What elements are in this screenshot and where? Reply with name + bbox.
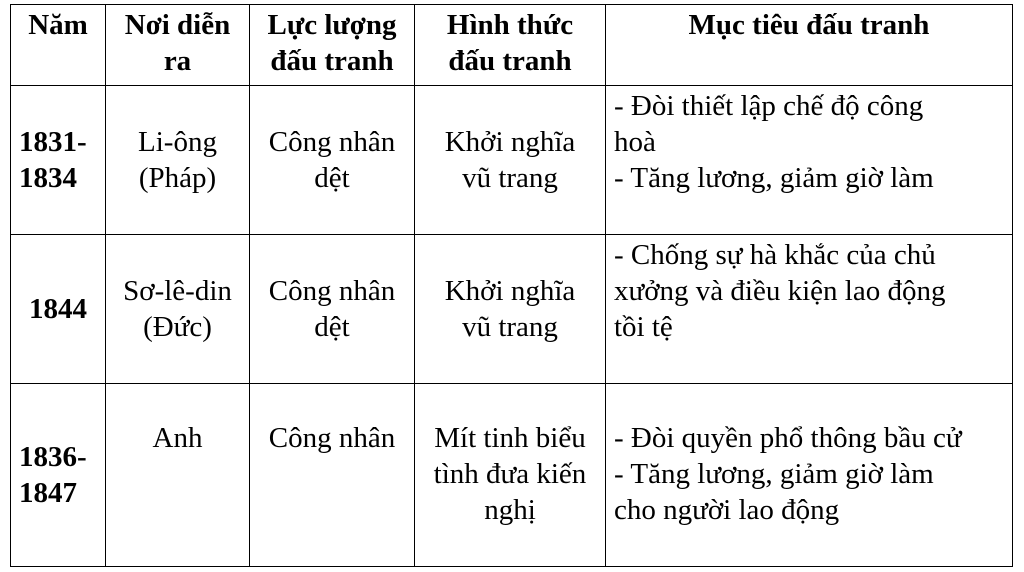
cell-force-line-1: Công nhân bbox=[268, 422, 396, 454]
cell-place-line-1: Sơ-lê-din bbox=[123, 275, 232, 307]
cell-place-line-1: Li-ông bbox=[138, 126, 217, 158]
cell-place-line-2: (Pháp) bbox=[138, 162, 217, 194]
cell-goal bbox=[606, 86, 1013, 235]
header-year-line-1: Năm bbox=[28, 9, 88, 41]
cell-place bbox=[106, 86, 250, 235]
workers-struggle-table bbox=[10, 4, 1013, 567]
cell-goal-line-3: cho người lao động bbox=[614, 494, 840, 526]
cell-year-line-1: 1836- bbox=[19, 441, 87, 473]
cell-place bbox=[106, 384, 250, 567]
cell-force-line-1: Công nhân bbox=[268, 275, 396, 307]
cell-place-line-2: (Đức) bbox=[143, 311, 212, 343]
cell-force bbox=[250, 86, 415, 235]
table-row bbox=[11, 235, 1013, 384]
cell-year-line-1: 1831- bbox=[19, 126, 87, 158]
cell-goal-line-3: - Tăng lương, giảm giờ làm bbox=[614, 162, 934, 194]
cell-place bbox=[106, 235, 250, 384]
header-form-line-2: đấu tranh bbox=[448, 45, 572, 77]
cell-year-line-2: 1847 bbox=[19, 477, 77, 509]
cell-form-line-1: Khởi nghĩa bbox=[444, 275, 576, 307]
header-force-line-1: Lực lượng bbox=[267, 9, 397, 41]
header-force bbox=[250, 5, 415, 86]
cell-form-line-2: tình đưa kiến bbox=[433, 458, 587, 490]
cell-form-line-1: Khởi nghĩa bbox=[444, 126, 576, 158]
header-year bbox=[11, 5, 106, 86]
table-row bbox=[11, 384, 1013, 567]
table-header-row bbox=[11, 5, 1013, 86]
table-row bbox=[11, 86, 1013, 235]
cell-goal-line-1: - Đòi thiết lập chế độ công bbox=[614, 90, 924, 122]
cell-goal-line-2: - Tăng lương, giảm giờ làm bbox=[614, 458, 934, 490]
header-place bbox=[106, 5, 250, 86]
cell-form bbox=[415, 384, 606, 567]
header-place-line-1: Nơi diễn bbox=[124, 9, 231, 41]
cell-form-line-1: Mít tinh biểu bbox=[434, 422, 586, 454]
header-goal-line-1: Mục tiêu đấu tranh bbox=[688, 9, 930, 41]
struggle-table-container bbox=[10, 4, 1012, 567]
cell-form-line-2: vũ trang bbox=[462, 162, 558, 194]
cell-goal-line-1: - Chống sự hà khắc của chủ bbox=[614, 239, 936, 271]
cell-force bbox=[250, 384, 415, 567]
header-force-line-2: đấu tranh bbox=[270, 45, 394, 77]
cell-force bbox=[250, 235, 415, 384]
header-form-line-1: Hình thức bbox=[446, 9, 574, 41]
cell-year bbox=[11, 235, 106, 384]
cell-goal bbox=[606, 384, 1013, 567]
cell-year bbox=[11, 384, 106, 567]
cell-goal-line-2: xưởng và điều kiện lao động bbox=[614, 275, 946, 307]
cell-year bbox=[11, 86, 106, 235]
cell-goal-line-3: tồi tệ bbox=[614, 311, 673, 343]
header-goal bbox=[606, 5, 1013, 86]
cell-place-line-1: Anh bbox=[152, 422, 203, 454]
cell-goal-line-2: hoà bbox=[614, 126, 656, 158]
cell-force-line-1: Công nhân bbox=[268, 126, 396, 158]
cell-form-line-3: nghị bbox=[484, 494, 536, 526]
cell-force-line-2: dệt bbox=[314, 311, 350, 343]
header-form bbox=[415, 5, 606, 86]
cell-form bbox=[415, 235, 606, 384]
cell-form bbox=[415, 86, 606, 235]
cell-form-line-2: vũ trang bbox=[462, 311, 558, 343]
cell-year-line-2: 1834 bbox=[19, 162, 77, 194]
cell-goal-line-1: - Đòi quyền phổ thông bầu cử bbox=[614, 422, 962, 454]
cell-year-line-1: 1844 bbox=[29, 293, 87, 325]
cell-force-line-2: dệt bbox=[314, 162, 350, 194]
cell-goal bbox=[606, 235, 1013, 384]
header-place-line-2: ra bbox=[163, 45, 192, 77]
